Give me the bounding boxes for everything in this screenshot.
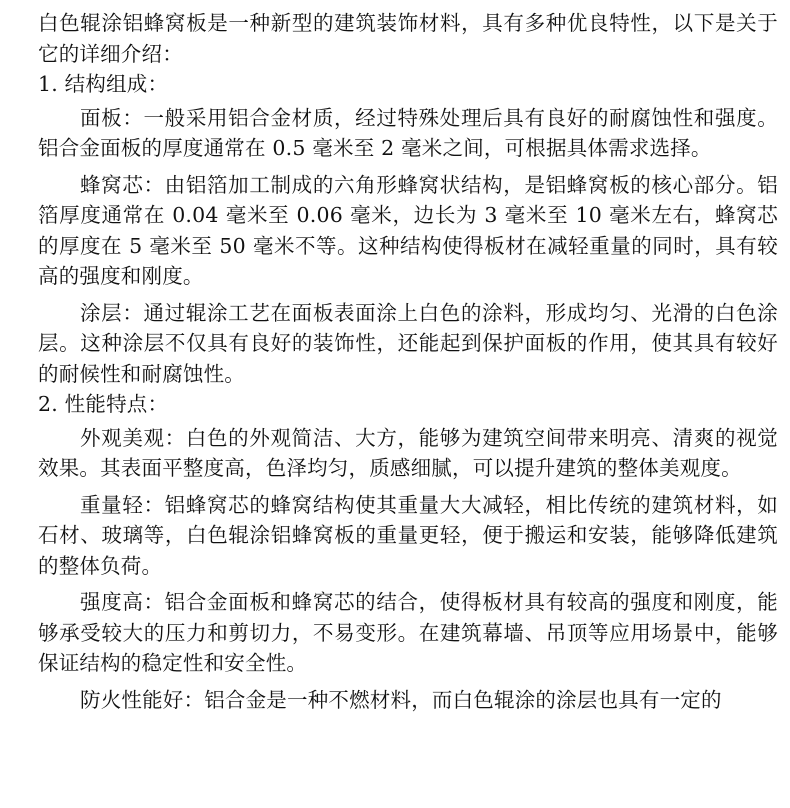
intro-paragraph: 白色辊涂铝蜂窝板是一种新型的建筑装饰材料，具有多种优良特性，以下是关于它的详细介绍： (38, 11, 778, 66)
section-heading-performance: 2. 性能特点： (38, 392, 169, 416)
paragraph-light-weight: 重量轻：铝蜂窝芯的蜂窝结构使其重量大大减轻，相比传统的建筑材料，如石材、玻璃等，白色辊涂铝蜂窝板的重量更轻，便于搬运和安装，能够降低建筑的整体负荷。 (38, 492, 778, 578)
paragraph-appearance: 外观美观：白色的外观简洁、大方，能够为建筑空间带来明亮、清爽的视觉效果。其表面平整度高，色泽均匀，质感细腻，可以提升建筑的整体美观度。 (38, 425, 778, 480)
paragraph-coating: 涂层：通过辊涂工艺在面板表面涂上白色的涂料，形成均匀、光滑的白色涂层。这种涂层不仅具有良好的装饰性，还能起到保护面板的作用，使其具有较好的耐候性和耐腐蚀性。 (38, 300, 778, 386)
section-heading-structure: 1. 结构组成： (38, 72, 169, 96)
paragraph-high-strength: 强度高：铝合金面板和蜂窝芯的结合，使得板材具有较高的强度和刚度，能够承受较大的压力和剪切力，不易变形。在建筑幕墙、吊顶等应用场景中，能够保证结构的稳定性和安全性。 (38, 590, 778, 675)
paragraph-panel: 面板：一般采用铝合金材质，经过特殊处理后具有良好的耐腐蚀性和强度。铝合金面板的厚度通常在 0.5 毫米至 2 毫米之间，可根据具体需求选择。 (38, 105, 778, 160)
paragraph-fire-resistance: 防火性能好：铝合金是一种不燃材料，而白色辊涂的涂层也具有一定的 (80, 687, 722, 712)
document-body (38, 8, 778, 715)
paragraph-honeycomb-core: 蜂窝芯：由铝箔加工制成的六角形蜂窝状结构，是铝蜂窝板的核心部分。铝箔厚度通常在 0.04 毫米至 0.06 毫米，边长为 3 毫米至 10 毫米左右，蜂窝芯的厚度在 5 毫米至 50 毫米不等。这种结构使得板材在减轻重量的同时，具有较高的强度和刚度。 (38, 172, 778, 288)
